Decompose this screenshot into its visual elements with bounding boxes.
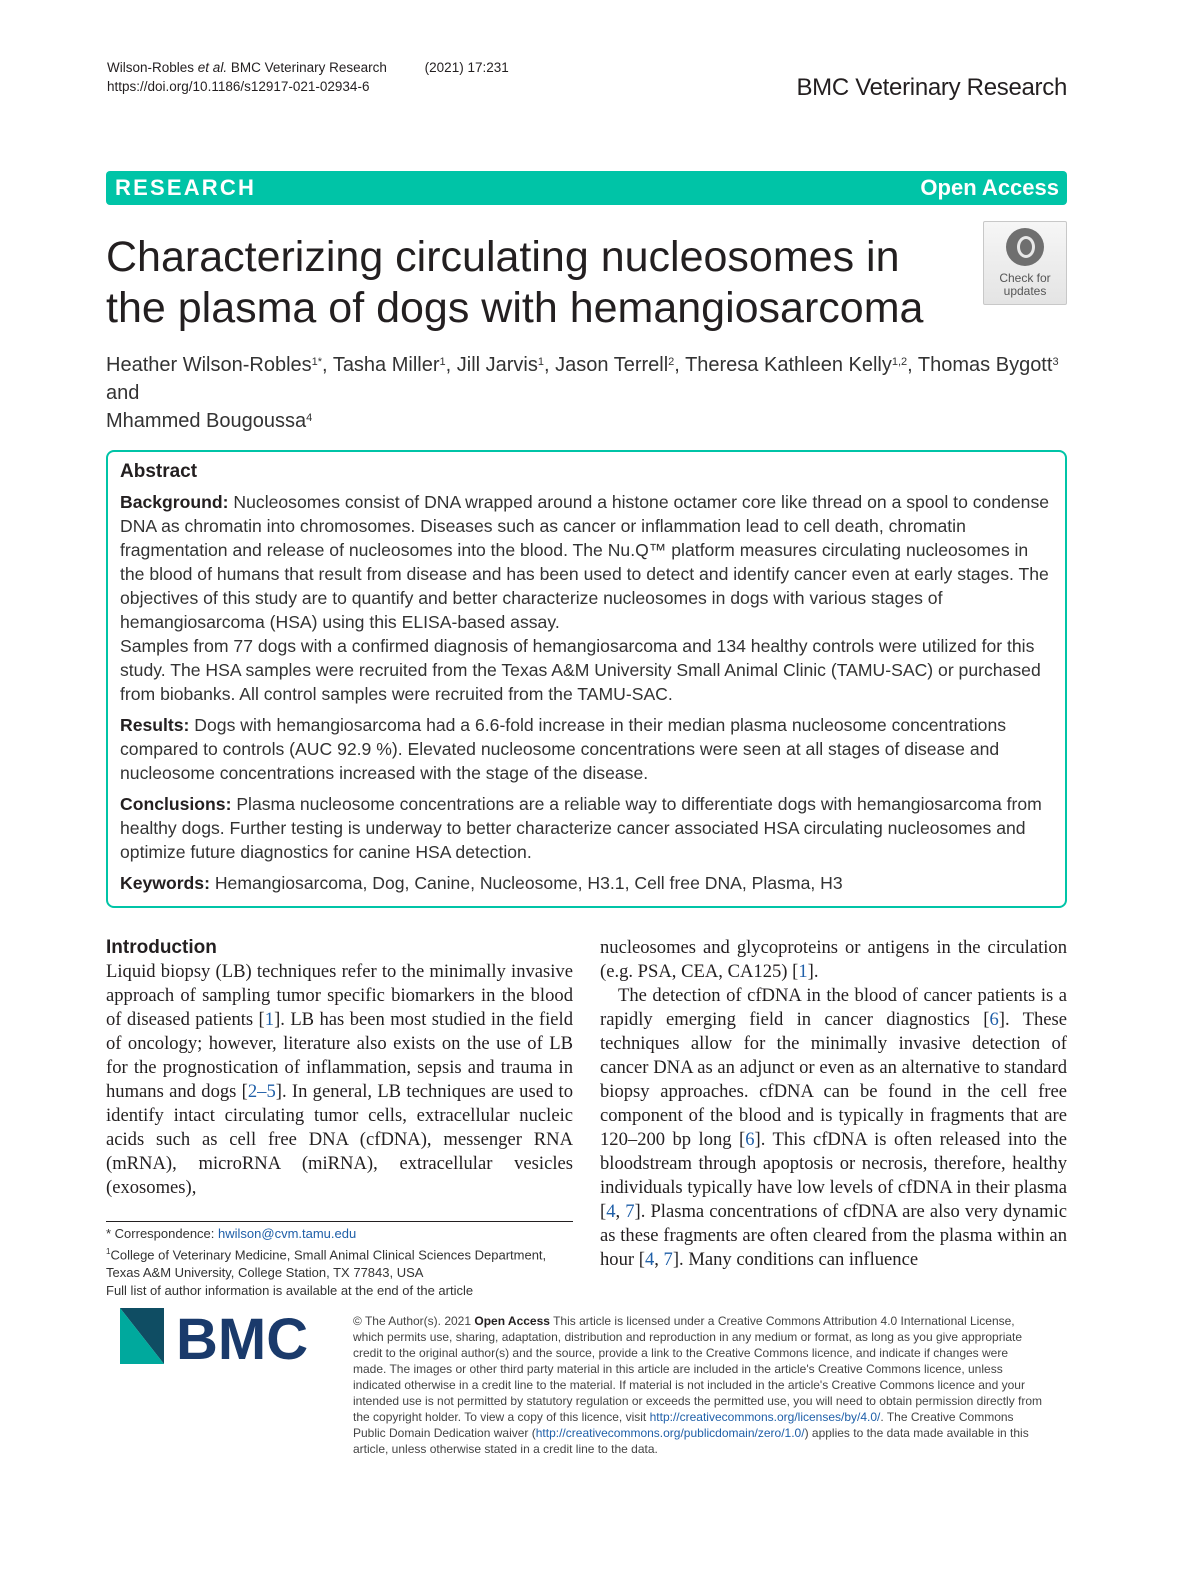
citation-year: (2021) 17:231 (424, 60, 509, 75)
license-open-access: Open Access (474, 1314, 550, 1328)
citation-link[interactable]: 1 (264, 1009, 275, 1030)
check-updates-text (984, 272, 1066, 298)
author-separator: , (322, 354, 333, 376)
citation-link[interactable]: 4 (606, 1201, 616, 1222)
title-line-2: the plasma of dogs with hemangiosarcoma (106, 284, 924, 332)
author-name: Tasha Miller (332, 354, 440, 376)
author-separator: , (907, 354, 918, 376)
author-separator: , (544, 354, 556, 376)
body-text: ]. This cfDNA is often released into the bloodstream through apoptosis or necrosis, therefore, healthy individuals typically have low levels of cfDNA in their plasma [ (600, 1129, 1067, 1222)
author-affiliation: 1,2 (891, 356, 908, 368)
citation-link[interactable]: 4 (644, 1249, 655, 1270)
citation-authors: Wilson-Robles (107, 60, 195, 75)
intro-paragraph-1-cont (600, 936, 1067, 984)
citation-link[interactable]: 2–5 (247, 1081, 276, 1102)
open-access-label: Open Access (920, 175, 1059, 200)
footnote (106, 1225, 576, 1300)
body-column-left (106, 936, 573, 1200)
affiliation-text: College of Veterinary Medicine, Small Animal Clinical Sciences Department, (110, 1247, 547, 1263)
author-name: Jason Terrell (555, 354, 669, 376)
body-text: , (654, 1249, 664, 1270)
body-text: ]. In general, LB techniques are used to identify intact circulating tumor cells, extracellular nucleic acids such as cell free DNA (cfDNA), messenger RNA (mRNA), microRNA (miRNA), extracellular vesicles (exosomes), (106, 1081, 573, 1198)
conclusions-label: Conclusions: (120, 794, 232, 814)
license-text: . The Creative Commons Public Domain Dedication waiver ( (353, 1410, 1014, 1440)
body-text: nucleosomes and glycoproteins or antigens in the circulation (e.g. PSA, CEA, CA125) [ (600, 937, 1067, 982)
citation-etal: et al. (197, 60, 228, 75)
check-updates-line-2: updates (1003, 284, 1047, 298)
keywords-text: Hemangiosarcoma, Dog, Canine, Nucleosome, H3.1, Cell free DNA, Plasma, H3 (209, 873, 843, 893)
affiliation-line-2: Texas A&M University, College Station, TX 77843, USA (106, 1265, 424, 1281)
license-link-zero[interactable]: http://creativecommons.org/publicdomain/zero/1.0/ (535, 1426, 805, 1440)
license-statement (353, 1313, 1043, 1457)
correspondence-line (106, 1225, 576, 1243)
results-text: Dogs with hemangiosarcoma had a 6.6-fold increase in their median plasma nucleosome concentrations compared to controls (AUC 92.9 %). Elevated nucleosome concentrations were seen at all stages of disease and nucleosome concentrations increased with the stage of the disease. (120, 715, 1007, 783)
article-title (106, 232, 966, 334)
journal-name: BMC Veterinary Research (796, 74, 1067, 101)
affiliation-marker: 1 (106, 1247, 111, 1256)
citation-link[interactable]: 6 (989, 1009, 999, 1030)
author-name: Theresa Kathleen Kelly (685, 354, 892, 376)
author-list (106, 351, 1066, 435)
author-name: Heather Wilson-Robles (106, 354, 312, 376)
license-text: This article is licensed under a Creative Commons Attribution 4.0 International License, which permits use, sharing, adaptation, distribution and reproduction in any medium or format, as long as you give appropriate credit to the original author(s) and the source, provide a link to the Creative Commons licence, and indicate if changes were made. The images or other third party material in this article are included in the article's Creative Commons licence, unless indicated otherwise in a credit line to the material. If material is not included in the article's Creative Commons licence and your intended use is not permitted by statutory regulation or exceeds the permitted use, you will need to obtain permission directly from the copyright holder. To view a copy of this licence, visit (353, 1314, 1043, 1424)
check-updates-icon (1006, 228, 1044, 266)
abstract-content (120, 460, 1050, 902)
title-line-1: Characterizing circulating nucleosomes in (106, 233, 900, 281)
intro-paragraph-1 (106, 960, 573, 1200)
abstract-box (106, 450, 1067, 908)
author-affiliation: 1 (537, 356, 545, 368)
article-type-label: RESEARCH (115, 175, 257, 200)
body-text: , (615, 1201, 626, 1222)
body-text: Liquid biopsy (LB) techniques refer to the minimally invasive approach of sampling tumor specific biomarkers in the blood of diseased patients [ (106, 961, 573, 1030)
author-name: Thomas Bygott (917, 354, 1053, 376)
citation-line (107, 58, 509, 77)
correspondence-email[interactable]: hwilson@cvm.tamu.edu (218, 1226, 357, 1241)
author-affiliation: 3 (1052, 356, 1059, 368)
citation-link[interactable]: 1 (798, 961, 808, 982)
keywords-label: Keywords: (120, 873, 210, 893)
affiliation-line-1 (106, 1243, 576, 1264)
citation-journal: BMC Veterinary Research (230, 60, 387, 75)
background-label: Background: (120, 492, 229, 512)
body-text: The detection of cfDNA in the blood of cancer patients is a rapidly emerging field in cancer diagnostics [ (600, 985, 1067, 1030)
check-for-updates-badge[interactable] (983, 221, 1067, 305)
body-text: ]. These techniques allow for the minimally invasive detection of cancer DNA as an adjunct or even as an alternative to standard biopsy approaches. cfDNA can be found in the cell free component of the blood and is typically in fragments that are 120–200 bp long [ (600, 1009, 1067, 1150)
doi-link[interactable]: https://doi.org/10.1186/s12917-021-02934-6 (107, 79, 370, 94)
author-separator: , (674, 354, 686, 376)
author-info-note: Full list of author information is available at the end of the article (106, 1283, 474, 1299)
abstract-results (120, 713, 1050, 785)
license-text: ) applies to the data made available in this article, unless otherwise stated in a credit line to the data. (353, 1426, 1029, 1456)
abstract-heading: Abstract (120, 461, 198, 482)
body-text: ]. Plasma concentrations of cfDNA are also very dynamic as these fragments are often cleared from the plasma within an hour [ (600, 1201, 1067, 1270)
license-copyright: © The Author(s). 2021 (353, 1314, 475, 1328)
citation-link[interactable]: 7 (625, 1201, 635, 1222)
body-text: ]. LB has been most studied in the field of oncology; however, literature also exists on the use of LB for the prognostication of inflammation, sepsis and trauma in humans and dogs [ (106, 1009, 573, 1102)
correspondence-label: * Correspondence: (106, 1226, 219, 1241)
bmc-logo (120, 1306, 330, 1366)
author-separator: and (106, 382, 140, 404)
abstract-background (120, 490, 1050, 706)
introduction-heading: Introduction (106, 937, 217, 958)
article-type-bar (106, 171, 1067, 205)
license-link-by[interactable]: http://creativecommons.org/licenses/by/4.0/ (649, 1410, 881, 1424)
author-affiliation: 1* (311, 356, 323, 368)
author-separator: , (445, 354, 457, 376)
citation-link[interactable]: 6 (745, 1129, 755, 1150)
author-name: Mhammed Bougoussa (106, 410, 307, 432)
conclusions-text: Plasma nucleosome concentrations are a reliable way to differentiate dogs with hemangiosarcoma from healthy dogs. Further testing is underway to better characterize cancer associated HSA circulating nucleosomes and optimize future diagnostics for canine HSA detection. (120, 794, 1042, 862)
background-text: Nucleosomes consist of DNA wrapped around a histone octamer core like thread on a spool to condense DNA as chromatin into chromosomes. Diseases such as cancer or inflammation lead to cell death, chromatin fragmentation and release of nucleosomes into the blood. The Nu.Q™ platform measures circulating nucleosomes in the blood of humans that result from disease and has been used to detect and identify cancer even at early stages. The objectives of this study are to quantify and better characterize nucleosomes in dogs with various stages of hemangiosarcoma (HSA) using this ELISA-based assay. (120, 492, 1050, 632)
running-header (107, 58, 509, 96)
intro-paragraph-2 (600, 984, 1067, 1272)
author-name: Jill Jarvis (456, 354, 538, 376)
footnote-divider (106, 1221, 573, 1222)
abstract-conclusions (120, 792, 1050, 864)
body-column-right (600, 936, 1067, 1272)
author-affiliation: 2 (668, 356, 675, 368)
check-updates-line-1: Check for (999, 271, 1051, 285)
citation-link[interactable]: 7 (663, 1249, 673, 1270)
body-text: ]. (807, 961, 819, 982)
results-label: Results: (120, 715, 190, 735)
author-affiliation: 1 (439, 356, 446, 368)
author-affiliation: 4 (306, 412, 313, 424)
abstract-keywords (120, 871, 1050, 895)
logo-text: BMC (176, 1307, 309, 1366)
body-text: ]. Many conditions can influence (672, 1249, 919, 1270)
background-text-2: Samples from 77 dogs with a confirmed diagnosis of hemangiosarcoma and 134 healthy controls were utilized for this study. The HSA samples were recruited from the Texas A&M University Small Animal Clinic (TAMU-SAC) or purchased from biobanks. All control samples were recruited from the TAMU-SAC. (120, 636, 1041, 704)
